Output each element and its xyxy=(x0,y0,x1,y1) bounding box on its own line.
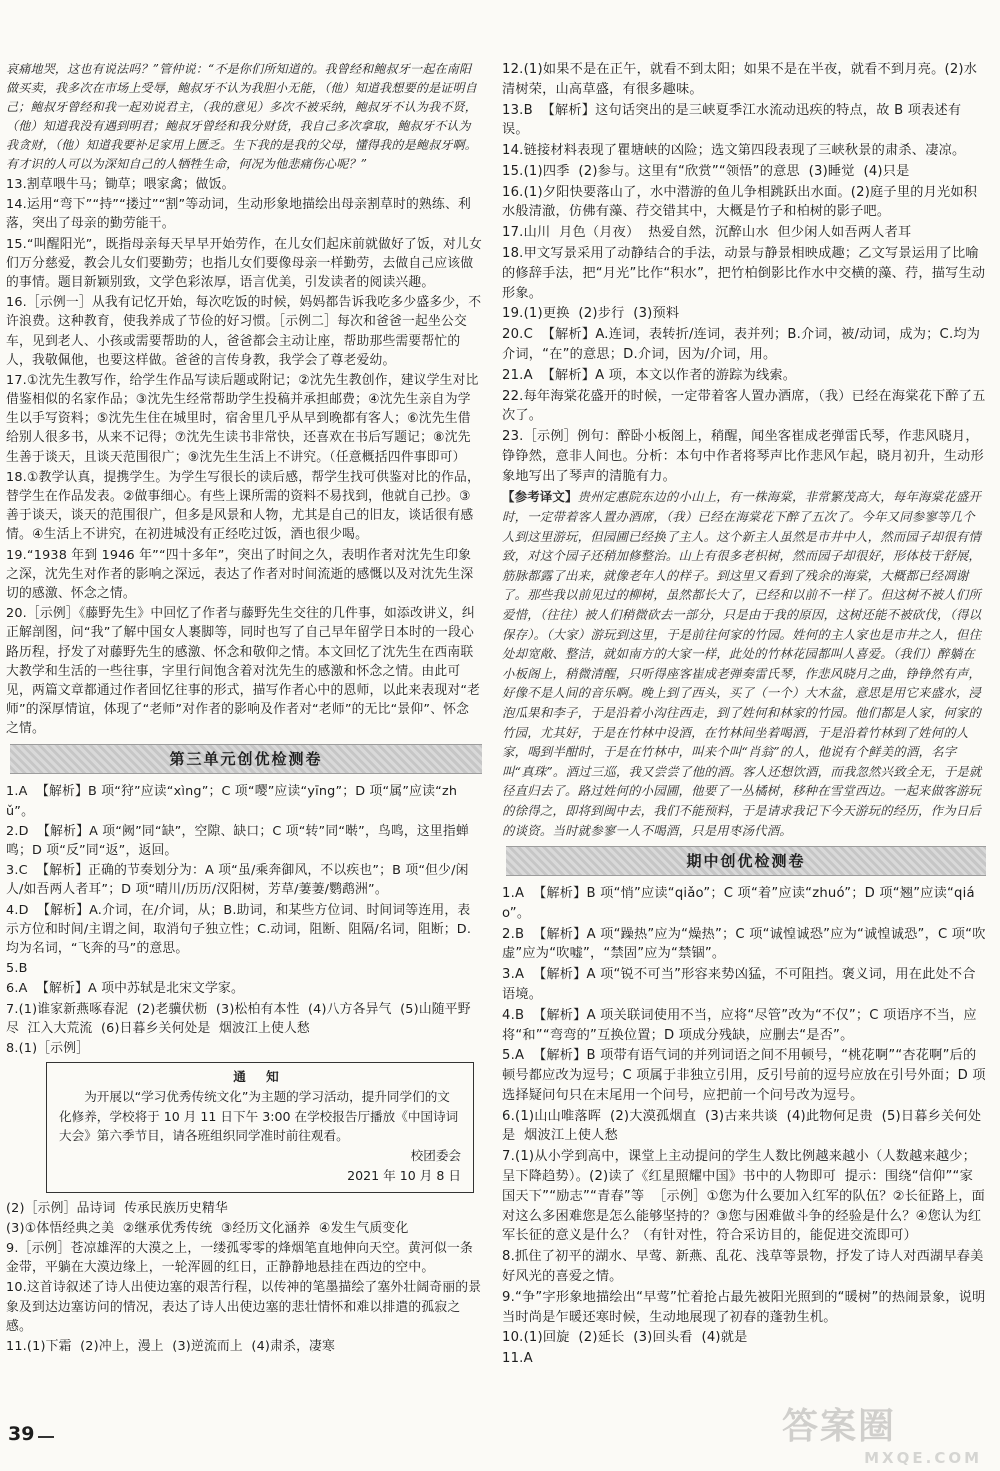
answer-item: 4.D 【解析】A.介词，在/介词，从；B.助词，和某些方位词、时间词等连用，表示方位和时间/主谓之间，取消句子独立性；C.动词，阻断、阻隔/名词，阻断；D.均为名词，“飞奔的马”的意思。 xyxy=(6,902,472,956)
answer-item: 7.(1)从小学到高中，课堂上主动提问的学生人数比例越来越小（人数越来越少；呈下降趋势）。(2)读了《红星照耀中国》书中的人物即可 提示：围绕“信仰”“家国天下”“励志”“青春”等 ［示例］①您为什么要加入红军的队伍？②长征路上，面对这么多困难您是怎么能够坚持的？③您与困难做斗争的经验是什么？④您认为红军长征的意义是什么？（有针对性，符合采访目的，能促进交流即可） xyxy=(502,1149,985,1244)
notice-date: 2021 年 10 月 8 日 xyxy=(347,1167,461,1183)
notice-body: 为开展以“学习优秀传统文化”为主题的学习活动，提升同学们的文化修养，学校将于 10 月 11 日下午 3:00 在学校报告厅播放《中国诗词大会》第六季节目，请各班组织同学准时前往观看。 xyxy=(59,1088,459,1144)
answer-item: 2.D 【解析】A 项“阙”同“缺”，空隙、缺口；C 项“转”同“啭”，鸟鸣，这里指蝉鸣；D 项“反”同“返”，返回。 xyxy=(6,823,469,858)
notice-title: 通 知 xyxy=(233,1069,287,1085)
answer-item: 7.(1)谁家新燕啄春泥 (2)老骥伏枥 (3)松柏有本性 (4)八方各异气 (5)山随平野尽 江入大荒流 (6)日暮乡关何处是 烟波江上使人愁 xyxy=(6,1001,471,1036)
answer-item: 9.“争”字形象地描绘出“早莺”忙着抢占最先被阳光照到的“暖树”的热闹景象，说明当时尚是乍暖还寒时候，生动地展现了初春的蓬勃生机。 xyxy=(502,1289,986,1325)
answer-item: 14.运用“弯下”“持”“搂过”“割”等动词，生动形象地描绘出母亲割草时的熟练、利落，突出了母亲的勤劳能干。 xyxy=(6,197,471,232)
answer-list-unit2 xyxy=(6,175,482,738)
answer-item: 11.(1)下霜 (2)冲上，漫上 (3)逆流而上 (4)肃杀，凄寒 xyxy=(6,1338,336,1354)
answer-item: 8.抓住了初平的湖水、早莺、新燕、乱花、浅草等景物，抒发了诗人对西湖早春美好风光的喜爱之情。 xyxy=(502,1249,984,1284)
answer-item: 19.(1)更换 (2)步行 (3)预料 xyxy=(502,306,680,322)
answer-item: 5.A 【解析】B 项带有语气词的并列词语之间不用顿号，“桃花啊”“杏花啊”后的顿号都应改为逗号；C 项属于非独立引用，反引号前的逗号应放在引号外面；D 项选择疑问句只在末尾用一个问号，应把前一个问号改为逗号。 xyxy=(502,1048,986,1103)
answer-item: 17.山川 月色（月夜） 热爱自然，沉醉山水 但少闲人如吾两人者耳 xyxy=(502,225,912,241)
answer-item: 3.C 【解析】正确的节奏划分为：A 项“虽/乘奔御风，不以疾也”；B 项“但少/闲人/如吾两人者耳”；D 项“晴川/历历/汉阳树，芳草/萋萋/鹦鹉洲”。 xyxy=(6,863,469,898)
answer-item: 15.“叫醒阳光”，既指母亲每天早早开始劳作，在儿女们起床前就做好了饭，对儿女们万分慈爱，教会儿女们要勤劳；也指儿女们要像母亲一样勤劳，去做自己应该做的事情。题目新颖别致，文学色彩浓厚，语言优美，引发读者的阅读兴趣。 xyxy=(6,236,482,290)
answer-list-unit3 xyxy=(6,782,482,1058)
watermark-logo xyxy=(782,1398,982,1467)
reference-translation xyxy=(502,487,986,840)
notice-signer: 校团委会 xyxy=(410,1148,461,1164)
answer-list-unit3-right xyxy=(502,60,986,486)
section-banner-unit3: 第三单元创优检测卷 xyxy=(10,744,482,774)
answer-list-unit3-cont xyxy=(6,1199,482,1357)
answer-item: 21.A 【解析】A 项，本文以作者的游踪为线索。 xyxy=(502,367,797,383)
answer-item: 2.B 【解析】A 项“躁热”应为“燥热”；C 项“诚惶诚恐”应为“诚惶诚恐”，C 项“吹虚”应为“吹嘘”，“禁固”应为“禁锢”。 xyxy=(502,926,986,962)
answer-item: 18.甲文写景采用了动静结合的手法，动景与静景相映成趣；乙文写景运用了比喻的修辞手法，把“月光”比作“积水”，把竹柏倒影比作水中交横的藻、荇，描写生动形象。 xyxy=(502,246,986,301)
answer-item: 6.(1)山山唯落晖 (2)大漠孤烟直 (3)古来共谈 (4)此物何足贵 (5)日暮乡关何处是 烟波江上使人愁 xyxy=(502,1108,982,1144)
translation-label: 【参考译文】 xyxy=(502,489,578,505)
answer-item: 22.每年海棠花盛开的时候，一定带着客人置办酒席，（我）已经在海棠花下醉了五次了。 xyxy=(502,388,986,424)
answer-item: 13.割草喂牛马；锄草；喂家禽；做饭。 xyxy=(6,177,235,192)
answer-item: 8.(1)［示例］ xyxy=(6,1040,90,1056)
answer-item: 18.①教学认真，提携学生。为学生写很长的读后感，帮学生找可供鉴对比的作品，替学生在作品发表。②做事细心。有些上课所需的资料不易找到，他就自己抄。③善于谈天，谈天的范围很广，但多是风景和人物，尤其是自己的旧友，谈话很有感情。④生活上不讲究，在初进城没有正经吃过饭，酒也很少喝。 xyxy=(6,469,480,543)
section-banner-midterm: 期中创优检测卷 xyxy=(506,846,986,876)
answer-item: 10.(1)回旋 (2)延长 (3)回头看 (4)就是 xyxy=(502,1330,748,1346)
answer-item: (2)［示例］品诗词 传承民族历史精华 xyxy=(6,1200,228,1216)
answer-item: 16.［示例一］从我有记忆开始，每次吃饭的时候，妈妈都告诉我吃多少盛多少，不许浪费。这种教育，使我养成了节俭的好习惯。［示例二］每次和爸爸一起坐公交车，见到老人、小孩或需要帮助的人，爸爸都会主动让座，帮助那些需要帮忙的人，我敬佩他，也要这样做。爸爸的言传身教，我学会了尊老爱幼。 xyxy=(6,295,482,368)
answer-item: 23.［示例］例句：醉卧小板阁上，稍醒，闻坐客崔成老弹雷氏琴，作悲风晓月，铮铮然，意非人间也。分析：本句中作者将琴声比作悲风乍起，晓月初升，生动形象地写出了琴声的清脆有力。 xyxy=(502,429,984,484)
answer-item: 14.链接材料表现了瞿塘峡的凶险；选文第四段表现了三峡秋景的肃杀、凄凉。 xyxy=(502,143,966,159)
answer-item: 16.(1)夕阳快要落山了，水中潜游的鱼儿争相跳跃出水面。(2)庭子里的月光如积水般清澈，仿佛有藻、荇交错其中，大概是竹子和柏树的影子吧。 xyxy=(502,184,978,220)
translation-continuation: 哀痛地哭，这也有说法吗？”管仲说：“不是你们所知道的。我曾经和鲍叔牙一起在南阳做买卖，我多次在市场上受辱，鲍叔牙不认为我胆小无能，（他）知道我想要的是证明自己；鲍叔牙曾经和我一起劝说君主，（我的意见）多次不被采纳，鲍叔牙不认为我不贤，（他）知道我没有遇到明君；鲍叔牙曾经和我分财货，我自己多次拿取，鲍叔牙不认为我贪财，（他）知道我要补足家用上匮乏。生下我的是我的父母，懂得我的是鲍叔牙啊。有才识的人可以为深知自己的人牺牲生命，何况为他悲痛伤心呢？” xyxy=(6,62,478,171)
answer-item: 5.B xyxy=(6,961,28,977)
answer-item: 10.这首诗叙述了诗人出使边塞的艰苦行程，以传神的笔墨描绘了塞外壮阔奇丽的景象及到达边塞访问的情况，表达了诗人出使边塞的悲壮情怀和难以排遣的孤寂之感。 xyxy=(6,1280,482,1334)
answer-item: 6.A 【解析】A 项中苏轼是北宋文学家。 xyxy=(6,981,244,997)
watermark-main: 答案圈 xyxy=(782,1406,897,1447)
page-number-dash xyxy=(38,1436,54,1438)
notice-box xyxy=(46,1062,474,1193)
answer-item: 13.B 【解析】这句话突出的是三峡夏季江水流动迅疾的特点，故 B 项表述有误。 xyxy=(502,102,962,138)
answer-item: 1.A 【解析】B 项“狩”应读“xìng”；C 项“嘤”应读“yīng”；D 项“属”应读“zhǔ”。 xyxy=(6,784,458,819)
answer-item: 17.①沈先生教写作，给学生作品写读后题或附记；②沈先生教创作，建议学生对比借鉴相似的名家作品；③沈先生经常帮助学生投稿并承担邮费；④沈先生亲自为学生以手写资料；⑤沈先生住在城里时，宿舍里几乎从早到晚都有客人；⑥沈先生借给别人很多书，从来不记得；⑦沈先生读书非常快，还喜欢在书后写题记；⑧沈先生善于谈天，且谈天范围很广；⑨沈先生生活上不讲究。（任意概括四件事即可） xyxy=(6,372,479,465)
answer-item: (3)①体悟经典之美 ②继承优秀传统 ③经历文化涵养 ④发生气质变化 xyxy=(6,1220,409,1236)
watermark-site: MXQE.COM xyxy=(864,1449,982,1467)
answer-item: 20.［示例］《藤野先生》中回忆了作者与藤野先生交往的几件事，如添改讲义，纠正解剖图，问“我”了解中国女人裹脚等，同时也写了自己早年留学日本时的一段心路历程，抒发了对藤野先生的感激、怀念和敬仰之情。本文回忆了沈先生在西南联大教学和生活的一些往事，字里行间饱含着对沈先生的感激和怀念之情。由此可见，两篇文章都通过作者回忆往事的形式，描写作者心中的恩师，以此来表现对“老师”的深厚情谊，体现了“老师”对作者的影响及作者对“老师”的无比“景仰”、怀念之情。 xyxy=(6,606,481,737)
translation-text: 贵州定惠院东边的小山上，有一株海棠，非常繁茂高大，每年海棠花盛开时，一定带着客人置办酒席，（我）已经在海棠花下醉了五次了。今年又同参寥等几个人到这里游玩，但园圃已经换了主人。这个新主人虽然是市井中人，然而园子却很有情致，对这个园子还稍加修整治。山上有很多老枳树，然而园子却很好，形体枝干舒展，筋脉都露了出来，就像老年人的样子。到这里又看到了残余的海棠，大概都已经凋谢了。那些我以前见过的柳树，虽然都长大了，已经和以前不一样了。但这树不被人们所爱惜，（往往）被人们稍微砍去一部分，只是由于我的原因，这树还能不被砍伐，（得以保存）。（大家）游玩到这里，于是前往何家的竹园。姓何的主人家也是市井之人，但住处却宽敞、整洁，就如南方的大家一样，此处的竹林花园都叫人喜爱。（我们）醉躺在小板阁上，稍微清醒，只听得座客崔成老弹奏雷氏琴，作悲风晓月之曲，铮铮然有声，好像不是人间的音乐啊。晚上到了西头，买了（一个）大木盆，意思是用它来盛水，浸泡瓜果和李子，于是沿着小沟往西走，到了姓何和林家的竹园。他们都是人家，何家的竹园，尤其好，于是在竹林中设酒，在竹林间坐着喝酒，于是沿着竹林到了姓何的人家，喝到半酣时，于是在竹林中，叫来个叫“肖翁”的人，他说有个鲜美的酒，名字叫“真珠”。酒过三巡，我又尝尝了他的酒。客人还想饮酒，而我忽然兴致全无，于是就径直归去了。路过姓何的小园圃，他要了一丛橘树，移种在雪堂西边。一起来做客游玩的徐得之，即将到闽中去，我们不能预料，于是请求我记下今天游玩的经历，作为日后的谈资。当时就参寥一人不喝酒，只是用枣汤代酒。 xyxy=(502,489,982,838)
answer-item: 3.A 【解析】A 项“锐不可当”形容来势凶猛，不可阻挡。褒义词，用在此处不合语境。 xyxy=(502,967,976,1002)
answer-item: 12.(1)如果不是在正午，就看不到太阳；如果不是在半夜，就看不到月亮。(2)水清树荣，山高草盛，有很多趣味。 xyxy=(502,62,978,97)
page-number: 39 xyxy=(8,1423,35,1445)
answer-item: 1.A 【解析】B 项“悄”应读“qiǎo”；C 项“着”应读“zhuó”；D 项“翘”应读“qiáo”。 xyxy=(502,886,975,921)
answer-item: 15.(1)四季 (2)参与。这里有“欣赏”“领悟”的意思 (3)睡觉 (4)只是 xyxy=(502,163,910,179)
answer-item: 19.“1938 年到 1946 年”“四十多年”，突出了时间之久，表明作者对沈先生印象之深，沈先生对作者的影响之深远，表达了作者对时间流逝的感慨以及对沈先生深切的感激、怀念之情。 xyxy=(6,547,474,601)
answer-list-midterm xyxy=(502,884,986,1369)
left-column xyxy=(6,60,482,1357)
answer-item: 9.［示例］苍凉雄浑的大漠之上，一缕孤零零的烽烟笔直地伸向天空。黄河似一条金带，平躺在大漠边缘上，一轮浑圆的红日，正静静地悬挂在西边的空中。 xyxy=(6,1241,473,1276)
answer-item: 11.A xyxy=(502,1351,533,1367)
right-column xyxy=(502,60,986,1370)
answer-item: 20.C 【解析】A.连词，表转折/连词，表并列；B.介词，被/动词，成为；C.均为介词，“在”的意思；D.介词，因为/介词，用。 xyxy=(502,327,981,362)
answer-item: 4.B 【解析】A 项关联词使用不当，应将“尽管”改为“不仅”；C 项语序不当，应将“和”“弯弯的”互换位置；D 项成分残缺，应删去“是否”。 xyxy=(502,1007,977,1043)
